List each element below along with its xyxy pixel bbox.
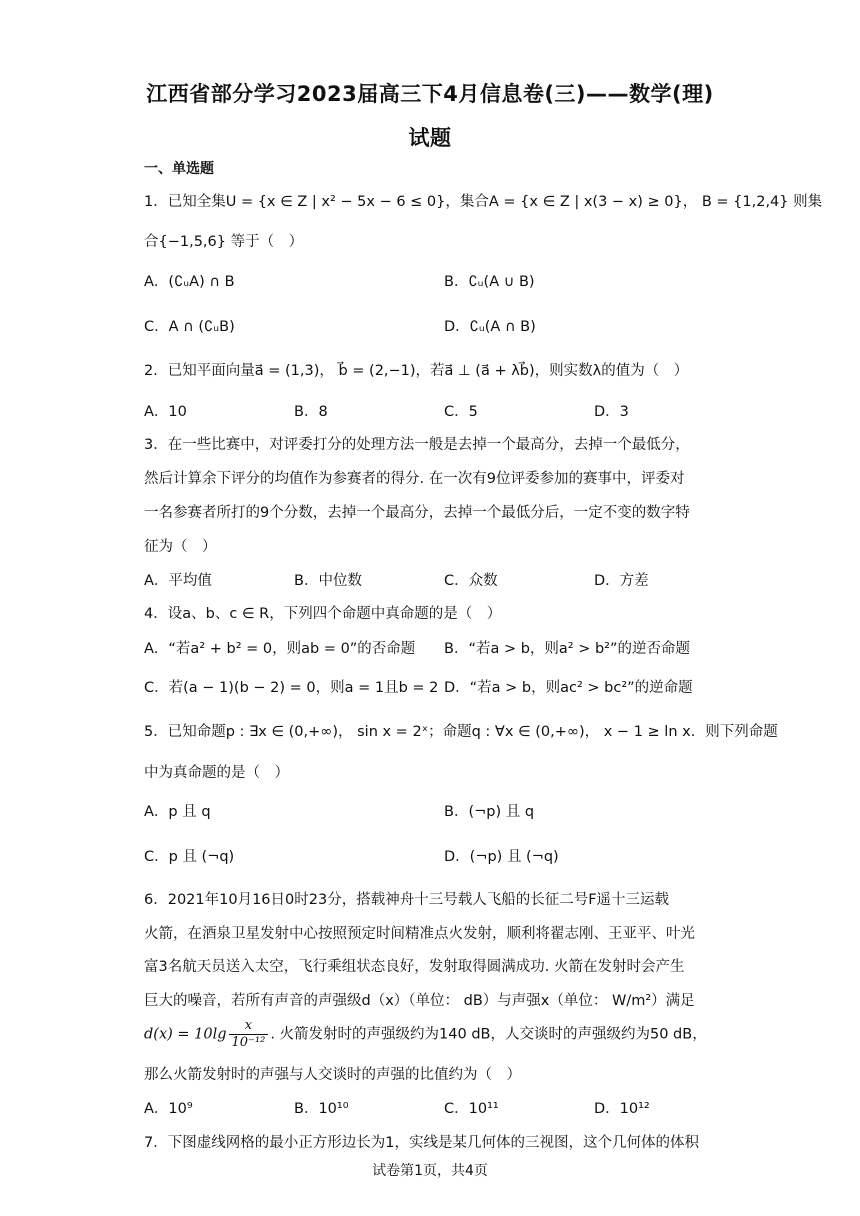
q3-option-a: A．平均值: [144, 573, 212, 589]
q5-stem-line2: 中为真命题的是（ ）: [144, 765, 289, 781]
q3-stem-line2: 然后计算余下评分的均值作为参赛者的得分. 在一次有9位评委参加的赛事中，评委对: [144, 471, 685, 487]
q1-stem-line2: 合{−1,5,6} 等于（ ）: [144, 234, 304, 250]
q1-option-c: C．A ∩ (∁ᵤB): [144, 319, 235, 335]
q5-option-c: C．p 且 (¬q): [144, 849, 235, 865]
section-heading: 一、单选题: [144, 161, 214, 177]
q6-stem-line2: 火箭，在酒泉卫星发射中心按照预定时间精准点火发射，顺利将翟志刚、王亚平、叶光: [144, 926, 695, 942]
q4-option-c: C．若(a − 1)(b − 2) = 0，则a = 1且b = 2: [144, 680, 439, 696]
q6-stem-line1: 6．2021年10月16日0时23分，搭载神舟十三号载人飞船的长征二号F遥十三运载: [144, 892, 670, 908]
q4-option-a: A．“若a² + b² = 0，则ab = 0”的否命题: [144, 641, 416, 657]
q4-option-b: B．“若a > b，则a² > b²”的逆否命题: [444, 641, 691, 657]
q1-option-d: D．∁ᵤ(A ∩ B): [444, 319, 536, 335]
q1-option-a: A．(∁ᵤA) ∩ B: [144, 274, 235, 290]
q2-option-b: B．8: [294, 404, 328, 420]
exam-title-line1: 江西省部分学习2023届高三下4月信息卷(三)——数学(理): [146, 82, 714, 106]
q5-option-d: D．(¬p) 且 (¬q): [444, 849, 559, 865]
q2-stem: 2．已知平面向量a⃗ = (1,3)， b⃗ = (2,−1)，若a⃗ ⊥ (a⃗ + λb⃗)，则实数λ的值为（ ）: [144, 363, 689, 379]
q6-stem-line4: 巨大的噪音，若所有声音的声强级d（x）（单位： dB）与声强x（单位： W/m²）满足: [144, 993, 695, 1009]
page-footer: 试卷第1页，共4页: [372, 1163, 488, 1179]
q6-option-c: C．10¹¹: [444, 1101, 499, 1117]
q6-formula-numerator: x: [229, 1018, 269, 1035]
q3-stem-line1: 3．在一些比赛中，对评委打分的处理方法一般是去掉一个最高分，去掉一个最低分，: [144, 437, 690, 453]
q5-option-b: B．(¬p) 且 q: [444, 804, 535, 820]
q5-option-a: A．p 且 q: [144, 804, 211, 820]
q3-option-d: D．方差: [594, 573, 649, 589]
q7-stem-line1: 7．下图虚线网格的最小正方形边长为1，实线是某几何体的三视图，这个几何体的体积: [144, 1135, 699, 1151]
exam-title-line2: 试题: [408, 126, 452, 150]
q6-formula-fraction: [229, 1018, 269, 1051]
q5-stem-line1: 5．已知命题p : ∃x ∈ (0,+∞)， sin x = 2ˣ；命题q : ∀x ∈ (0,+∞)， x − 1 ≥ ln x．则下列命题: [144, 724, 778, 740]
q6-formula-prefix: d(x) = 10lg: [144, 1026, 227, 1043]
q1-option-b: B．∁ᵤ(A ∪ B): [444, 274, 535, 290]
q6-option-a: A．10⁹: [144, 1101, 193, 1117]
q4-stem: 4．设a、b、c ∈ R，下列四个命题中真命题的是（ ）: [144, 606, 502, 622]
q3-option-c: C．众数: [444, 573, 498, 589]
q3-stem-line4: 征为（ ）: [144, 539, 217, 555]
q2-option-a: A．10: [144, 404, 187, 420]
q4-option-d: D．“若a > b，则ac² > bc²”的逆命题: [444, 680, 693, 696]
q2-option-d: D．3: [594, 404, 629, 420]
q6-option-b: B．10¹⁰: [294, 1101, 349, 1117]
q6-option-d: D．10¹²: [594, 1101, 650, 1117]
q6-formula-denominator: 10⁻¹²: [231, 1035, 266, 1050]
q6-formula-line: [144, 1018, 707, 1051]
q6-stem-line3: 富3名航天员送入太空，飞行乘组状态良好，发射取得圆满成功. 火箭在发射时会产生: [144, 959, 685, 975]
q1-stem-line1: 1．已知全集U = {x ∈ Z | x² − 5x − 6 ≤ 0}，集合A = {x ∈ Z | x(3 − x) ≥ 0}， B = {1,2,4} 则集: [144, 194, 823, 210]
q6-formula-rest: . 火箭发射时的声强级约为140 dB，人交谈时的声强级约为50 dB，: [270, 1026, 707, 1043]
q3-option-b: B．中位数: [294, 573, 362, 589]
q6-stem-line6: 那么火箭发射时的声强与人交谈时的声强的比值约为（ ）: [144, 1067, 521, 1083]
q3-stem-line3: 一名参赛者所打的9个分数，去掉一个最高分，去掉一个最低分后，一定不变的数字特: [144, 505, 690, 521]
q2-option-c: C．5: [444, 404, 478, 420]
